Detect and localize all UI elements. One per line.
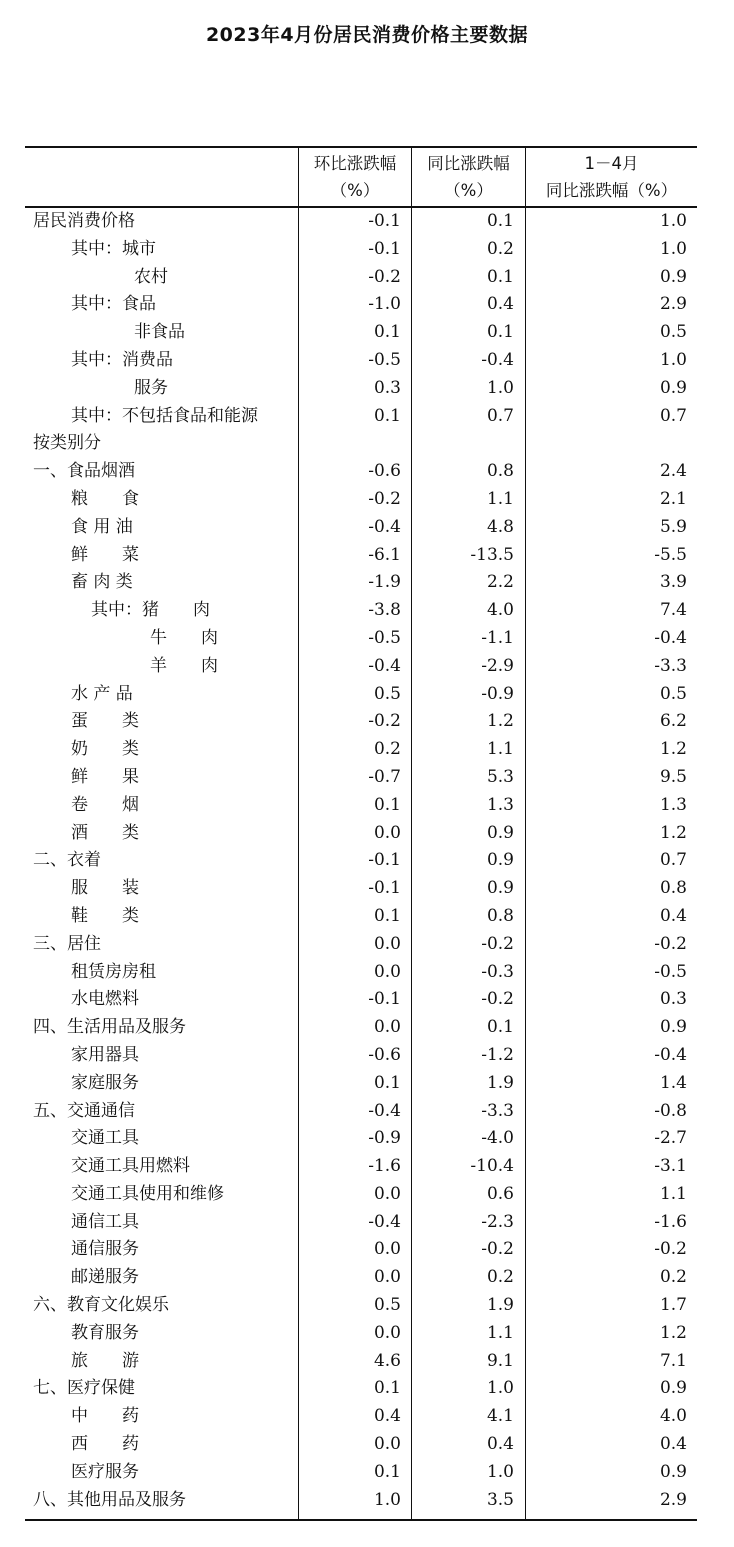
header-ytd-line1: 1－4月 [584, 154, 639, 173]
year-on-year-value: 1.1 [486, 1322, 514, 1343]
year-on-year-value: 0.9 [486, 878, 514, 899]
row-label: 八、其他用品及服务 [33, 1489, 186, 1510]
jan-apr-yoy-value: -5.5 [654, 544, 687, 565]
row-label: 旅 游 [71, 1350, 139, 1371]
table-row [25, 347, 697, 375]
jan-apr-yoy-value: 1.0 [659, 238, 687, 259]
row-label: 五、交通通信 [33, 1100, 135, 1121]
jan-apr-yoy-value: 0.9 [659, 1461, 687, 1482]
table-row [25, 1403, 697, 1431]
table-row [25, 1236, 697, 1264]
jan-apr-yoy-value: 0.7 [659, 405, 687, 426]
year-on-year-value: 4.1 [486, 1406, 514, 1427]
row-label: 居民消费价格 [33, 211, 135, 231]
table-row [25, 1264, 697, 1292]
row-label: 畜 肉 类 [71, 572, 133, 593]
month-on-month-value: -0.1 [368, 878, 401, 899]
row-label: 交通工具 [71, 1128, 139, 1149]
year-on-year-value: 1.0 [486, 1461, 514, 1482]
header-ytd [526, 150, 697, 204]
year-on-year-value: -1.1 [481, 627, 514, 648]
header-mom [299, 150, 411, 204]
table-row [25, 264, 697, 292]
row-label: 服 装 [71, 878, 139, 899]
month-on-month-value: 0.0 [373, 961, 401, 982]
row-label: 租赁房房租 [71, 961, 156, 982]
table-row [25, 903, 697, 931]
month-on-month-value: -0.4 [368, 1211, 401, 1232]
jan-apr-yoy-value: 0.5 [659, 683, 687, 704]
row-label: 医疗服务 [71, 1461, 139, 1482]
year-on-year-value: 1.3 [486, 794, 514, 815]
month-on-month-value: 0.1 [373, 405, 401, 426]
jan-apr-yoy-value: 0.9 [659, 377, 687, 398]
row-label: 水电燃料 [71, 989, 139, 1010]
table-row [25, 403, 697, 431]
header-yoy-line2: （%） [444, 181, 493, 200]
jan-apr-yoy-value: 2.1 [659, 488, 687, 509]
table-row [25, 875, 697, 903]
jan-apr-yoy-value: 4.0 [659, 1406, 687, 1427]
year-on-year-value: -2.3 [481, 1211, 514, 1232]
jan-apr-yoy-value: 1.2 [659, 739, 687, 760]
jan-apr-yoy-value: 5.9 [659, 516, 687, 537]
year-on-year-value: -1.2 [481, 1044, 514, 1065]
year-on-year-value: 5.3 [486, 766, 514, 787]
row-label: 教育服务 [71, 1322, 139, 1343]
row-label: 中 药 [71, 1406, 139, 1427]
table-row [25, 1487, 697, 1515]
month-on-month-value: 0.3 [373, 377, 401, 398]
row-label: 二、衣着 [33, 850, 101, 871]
table-row [25, 542, 697, 570]
year-on-year-value: -3.3 [481, 1100, 514, 1121]
year-on-year-value: 1.1 [486, 739, 514, 760]
jan-apr-yoy-value: 1.7 [659, 1295, 687, 1316]
row-label: 蛋 类 [71, 711, 139, 732]
row-label: 奶 类 [71, 739, 139, 760]
table-row [25, 1098, 697, 1126]
jan-apr-yoy-value: 0.3 [659, 989, 687, 1010]
month-on-month-value: 0.2 [373, 739, 401, 760]
row-label: 其中：城市 [71, 238, 156, 259]
jan-apr-yoy-value: -0.8 [654, 1100, 687, 1121]
table-body [25, 208, 697, 1514]
jan-apr-yoy-value: -0.4 [654, 627, 687, 648]
jan-apr-yoy-value: -0.5 [654, 961, 687, 982]
month-on-month-value: -1.9 [368, 572, 401, 593]
year-on-year-value: -0.2 [481, 933, 514, 954]
year-on-year-value: 0.6 [486, 1183, 514, 1204]
year-on-year-value: -0.3 [481, 961, 514, 982]
table-row [25, 319, 697, 347]
year-on-year-value: 0.1 [486, 266, 514, 287]
table-row [25, 1375, 697, 1403]
table-row [25, 458, 697, 486]
table-top-rule [25, 146, 697, 148]
header-yoy [412, 150, 525, 204]
table-row [25, 1431, 697, 1459]
row-label: 通信服务 [71, 1239, 139, 1260]
header-mom-line2: （%） [330, 181, 380, 200]
jan-apr-yoy-value: 0.9 [659, 1378, 687, 1399]
year-on-year-value: 0.8 [486, 461, 514, 482]
jan-apr-yoy-value: 1.2 [659, 822, 687, 843]
month-on-month-value: 0.1 [373, 1072, 401, 1093]
row-label: 鞋 类 [71, 905, 139, 926]
jan-apr-yoy-value: 0.5 [659, 322, 687, 343]
row-label: 牛 肉 [150, 627, 218, 648]
jan-apr-yoy-value: 7.4 [659, 600, 687, 621]
year-on-year-value: 1.0 [486, 1378, 514, 1399]
table-row [25, 708, 697, 736]
table-row [25, 514, 697, 542]
month-on-month-value: 1.0 [373, 1489, 401, 1510]
month-on-month-value [305, 430, 401, 458]
row-label: 水 产 品 [71, 683, 133, 704]
month-on-month-value: 0.1 [373, 905, 401, 926]
row-label: 农村 [134, 266, 168, 287]
jan-apr-yoy-value: 6.2 [659, 711, 687, 732]
month-on-month-value: 0.1 [373, 1378, 401, 1399]
table-row [25, 653, 697, 681]
jan-apr-yoy-value: 0.9 [659, 1017, 687, 1038]
year-on-year-value: 0.9 [486, 822, 514, 843]
year-on-year-value: 0.2 [486, 1267, 514, 1288]
month-on-month-value: 0.0 [373, 1434, 401, 1455]
jan-apr-yoy-value: -2.7 [654, 1128, 687, 1149]
year-on-year-value: 0.4 [486, 294, 514, 315]
table-row [25, 1209, 697, 1237]
row-label: 酒 类 [71, 822, 139, 843]
row-label: 三、居住 [33, 933, 101, 954]
row-label: 七、医疗保健 [33, 1378, 135, 1399]
row-label: 其中：猪 肉 [91, 600, 210, 621]
table-row [25, 597, 697, 625]
month-on-month-value: -6.1 [368, 544, 401, 565]
table-row [25, 1153, 697, 1181]
year-on-year-value: -4.0 [481, 1128, 514, 1149]
row-label: 其中：消费品 [71, 349, 173, 370]
month-on-month-value: 0.0 [373, 1017, 401, 1038]
row-label: 西 药 [71, 1434, 139, 1455]
table-row [25, 208, 697, 236]
year-on-year-value: -0.2 [481, 989, 514, 1010]
jan-apr-yoy-value: 1.2 [659, 1322, 687, 1343]
table-row [25, 1125, 697, 1153]
month-on-month-value: 0.5 [373, 1295, 401, 1316]
jan-apr-yoy-value: -0.2 [654, 1239, 687, 1260]
year-on-year-value: -10.4 [470, 1156, 514, 1177]
year-on-year-value: 1.2 [486, 711, 514, 732]
row-label: 交通工具用燃料 [71, 1156, 190, 1177]
year-on-year-value: -2.9 [481, 655, 514, 676]
jan-apr-yoy-value: 1.3 [659, 794, 687, 815]
month-on-month-value: 0.1 [373, 322, 401, 343]
month-on-month-value: -0.2 [368, 266, 401, 287]
table-row [25, 1181, 697, 1209]
month-on-month-value: -0.1 [368, 211, 401, 231]
year-on-year-value: 0.1 [486, 1017, 514, 1038]
row-label: 通信工具 [71, 1211, 139, 1232]
jan-apr-yoy-value: -3.1 [654, 1156, 687, 1177]
row-label: 卷 烟 [71, 794, 139, 815]
table-row [25, 847, 697, 875]
year-on-year-value: 0.9 [486, 850, 514, 871]
month-on-month-value: -0.7 [368, 766, 401, 787]
year-on-year-value: 4.0 [486, 600, 514, 621]
table-row [25, 820, 697, 848]
month-on-month-value: -0.5 [368, 349, 401, 370]
row-label: 家庭服务 [71, 1072, 139, 1093]
jan-apr-yoy-value: 0.4 [659, 905, 687, 926]
table-row [25, 1348, 697, 1376]
row-label: 鲜 果 [71, 766, 139, 787]
year-on-year-value: -13.5 [470, 544, 514, 565]
year-on-year-value: 2.2 [486, 572, 514, 593]
row-label: 邮递服务 [71, 1267, 139, 1288]
month-on-month-value: 0.1 [373, 794, 401, 815]
table-row [25, 430, 697, 458]
table-row [25, 959, 697, 987]
row-label: 服务 [134, 377, 168, 398]
year-on-year-value: 0.1 [486, 211, 514, 231]
month-on-month-value: 0.4 [373, 1406, 401, 1427]
jan-apr-yoy-value: -0.4 [654, 1044, 687, 1065]
jan-apr-yoy-value: -1.6 [654, 1211, 687, 1232]
row-label: 鲜 菜 [71, 544, 139, 565]
table-bottom-rule [25, 1519, 697, 1521]
header-mom-line1: 环比涨跌幅 [313, 154, 397, 173]
row-label: 四、生活用品及服务 [33, 1017, 186, 1038]
year-on-year-value: 9.1 [486, 1350, 514, 1371]
month-on-month-value: -0.6 [368, 1044, 401, 1065]
page-title: 2023年4月份居民消费价格主要数据 [205, 24, 529, 46]
table-row [25, 1320, 697, 1348]
jan-apr-yoy-value: -3.3 [654, 655, 687, 676]
month-on-month-value: 0.1 [373, 1461, 401, 1482]
table-row [25, 569, 697, 597]
table-row [25, 625, 697, 653]
month-on-month-value: 4.6 [373, 1350, 401, 1371]
month-on-month-value: -0.9 [368, 1128, 401, 1149]
year-on-year-value: -0.2 [481, 1239, 514, 1260]
jan-apr-yoy-value: 7.1 [659, 1350, 687, 1371]
row-label: 粮 食 [71, 488, 139, 509]
table-row [25, 375, 697, 403]
table-row [25, 764, 697, 792]
jan-apr-yoy-value: -0.2 [654, 933, 687, 954]
row-label: 食 用 油 [71, 516, 133, 537]
month-on-month-value: 0.0 [373, 1239, 401, 1260]
jan-apr-yoy-value: 0.7 [659, 850, 687, 871]
row-label: 家用器具 [71, 1044, 139, 1065]
month-on-month-value: 0.0 [373, 933, 401, 954]
jan-apr-yoy-value: 0.4 [659, 1434, 687, 1455]
jan-apr-yoy-value [531, 430, 687, 458]
month-on-month-value: -0.4 [368, 516, 401, 537]
jan-apr-yoy-value: 0.9 [659, 266, 687, 287]
table-row [25, 486, 697, 514]
month-on-month-value: -0.4 [368, 1100, 401, 1121]
header-yoy-line1: 同比涨跌幅 [427, 154, 510, 173]
jan-apr-yoy-value: 2.9 [659, 294, 687, 315]
month-on-month-value: -0.2 [368, 488, 401, 509]
year-on-year-value: 1.9 [486, 1072, 514, 1093]
month-on-month-value: -0.2 [368, 711, 401, 732]
month-on-month-value: -1.6 [368, 1156, 401, 1177]
year-on-year-value: -0.4 [481, 349, 514, 370]
jan-apr-yoy-value: 0.8 [659, 878, 687, 899]
jan-apr-yoy-value: 1.1 [659, 1183, 687, 1204]
month-on-month-value: 0.0 [373, 1183, 401, 1204]
month-on-month-value: 0.0 [373, 1322, 401, 1343]
year-on-year-value: 0.4 [486, 1434, 514, 1455]
month-on-month-value: -0.4 [368, 655, 401, 676]
month-on-month-value: -0.5 [368, 627, 401, 648]
table-row [25, 986, 697, 1014]
table-row [25, 736, 697, 764]
month-on-month-value: -0.1 [368, 989, 401, 1010]
row-label: 交通工具使用和维修 [71, 1183, 224, 1204]
year-on-year-value [419, 430, 514, 458]
row-label: 羊 肉 [150, 655, 218, 676]
jan-apr-yoy-value: 0.2 [659, 1267, 687, 1288]
year-on-year-value: -0.9 [481, 683, 514, 704]
year-on-year-value: 4.8 [486, 516, 514, 537]
month-on-month-value: 0.5 [373, 683, 401, 704]
row-label: 其中：不包括食品和能源 [71, 405, 258, 426]
jan-apr-yoy-value: 1.0 [659, 349, 687, 370]
jan-apr-yoy-value: 2.4 [659, 461, 687, 482]
year-on-year-value: 1.0 [486, 377, 514, 398]
month-on-month-value: 0.0 [373, 1267, 401, 1288]
table-row [25, 1042, 697, 1070]
header-ytd-line2: 同比涨跌幅（%） [545, 181, 678, 200]
table-row [25, 1459, 697, 1487]
row-label: 非食品 [134, 322, 185, 343]
year-on-year-value: 1.9 [486, 1295, 514, 1316]
year-on-year-value: 0.8 [486, 905, 514, 926]
year-on-year-value: 3.5 [486, 1489, 514, 1510]
table-row [25, 1070, 697, 1098]
year-on-year-value: 0.2 [486, 238, 514, 259]
table-row [25, 236, 697, 264]
year-on-year-value: 0.7 [486, 405, 514, 426]
row-label: 按类别分 [33, 433, 101, 454]
month-on-month-value: 0.0 [373, 822, 401, 843]
row-label: 一、食品烟酒 [33, 461, 135, 482]
month-on-month-value: -1.0 [368, 294, 401, 315]
table-row [25, 681, 697, 709]
month-on-month-value: -3.8 [368, 600, 401, 621]
row-label: 其中：食品 [71, 294, 156, 315]
table-row [25, 1292, 697, 1320]
jan-apr-yoy-value: 2.9 [659, 1489, 687, 1510]
month-on-month-value: -0.1 [368, 238, 401, 259]
jan-apr-yoy-value: 1.4 [659, 1072, 687, 1093]
table-row [25, 291, 697, 319]
jan-apr-yoy-value: 9.5 [659, 766, 687, 787]
table-row [25, 1014, 697, 1042]
table-row [25, 931, 697, 959]
row-label: 六、教育文化娱乐 [33, 1295, 169, 1316]
jan-apr-yoy-value: 1.0 [659, 211, 687, 231]
table-row [25, 792, 697, 820]
month-on-month-value: -0.6 [368, 461, 401, 482]
year-on-year-value: 1.1 [486, 488, 514, 509]
year-on-year-value: 0.1 [486, 322, 514, 343]
jan-apr-yoy-value: 3.9 [659, 572, 687, 593]
month-on-month-value: -0.1 [368, 850, 401, 871]
